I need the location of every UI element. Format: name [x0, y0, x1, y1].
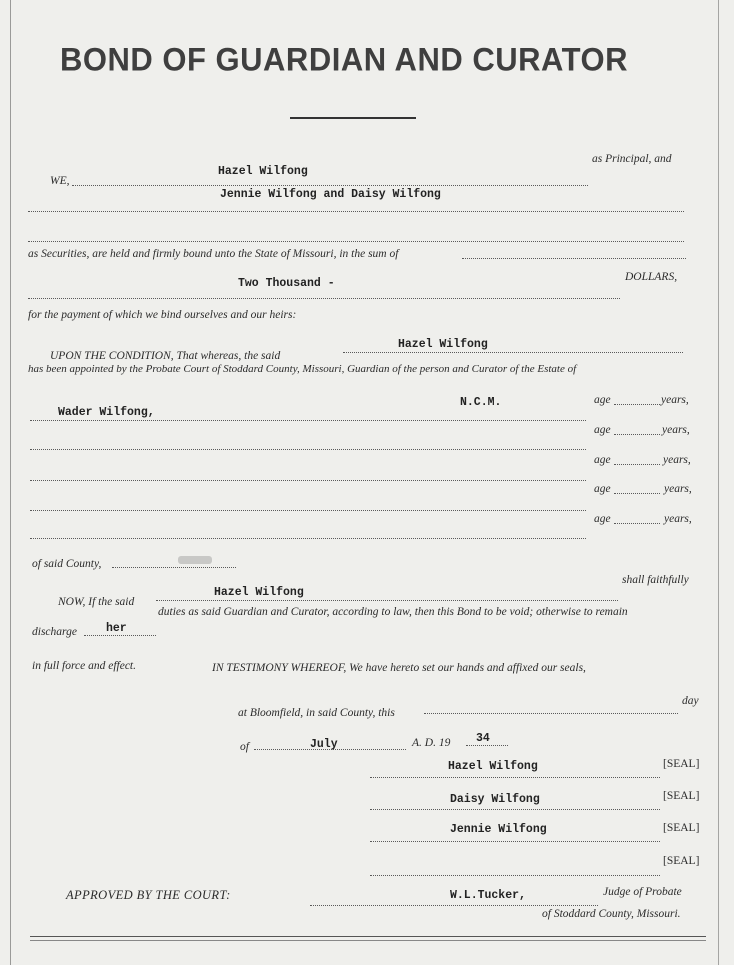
struck-word-smudge: [178, 556, 212, 564]
right-border: [718, 0, 719, 965]
discharge-text: discharge: [32, 626, 77, 638]
years-label-2: years,: [662, 424, 690, 436]
seal-label-2: [SEAL]: [663, 790, 700, 802]
we-label: WE,: [50, 175, 70, 187]
dollars-text: DOLLARS,: [625, 271, 678, 283]
ward-note: N.C.M.: [460, 396, 502, 409]
seal-label-4: [SEAL]: [663, 855, 700, 867]
condition-line: [343, 352, 683, 353]
now-line: [156, 600, 618, 601]
signature-line-2: [370, 809, 660, 810]
approved-text: APPROVED BY THE COURT:: [66, 888, 231, 902]
age-label-1: age: [594, 394, 611, 406]
seal-label-1: [SEAL]: [663, 758, 700, 770]
ward-line-4: [30, 510, 586, 511]
now-name: Hazel Wilfong: [214, 586, 304, 599]
age-line-4: [614, 493, 660, 494]
securities-text: as Securities, are held and firmly bound unto the State of Missouri, in the sum of: [28, 248, 399, 260]
bottom-rule-secondary: [30, 940, 706, 941]
signature-line-3: [370, 841, 660, 842]
ad-text: A. D. 19: [412, 737, 451, 749]
securities-line: [28, 211, 684, 212]
condition-name: Hazel Wilfong: [398, 338, 488, 351]
appointed-text: has been appointed by the Probate Court of Stoddard County, Missouri, Guardian of the person and Curator of the Estate of: [28, 363, 577, 375]
age-line-5: [614, 523, 660, 524]
principal-line: [72, 185, 588, 186]
now-text: NOW, If the said: [58, 596, 135, 608]
ward-line-3: [30, 480, 586, 481]
judge-name: W.L.Tucker,: [450, 889, 526, 902]
document-title: BOND OF GUARDIAN AND CURATOR: [60, 41, 628, 78]
signature-2: Daisy Wilfong: [450, 793, 540, 806]
ward-line-1: [30, 420, 586, 421]
bottom-rule: [30, 936, 706, 937]
full-force-text: in full force and effect.: [32, 660, 137, 672]
sum-amount: Two Thousand -: [238, 277, 335, 290]
signature-3: Jennie Wilfong: [450, 823, 547, 836]
ward-name: Wader Wilfong,: [58, 406, 155, 419]
judge-title: Judge of Probate: [603, 886, 682, 898]
county-line: [112, 567, 236, 568]
age-label-5: age: [594, 513, 611, 525]
age-line-3: [614, 464, 660, 465]
testimony-text: IN TESTIMONY WHEREOF, We have hereto set our hands and affixed our seals,: [212, 662, 586, 674]
duties-text: duties as said Guardian and Curator, according to law, then this Bond to be void; otherwise to remain: [158, 606, 628, 618]
judge-line: [310, 905, 598, 906]
year: 34: [476, 732, 490, 745]
years-label-1: years,: [661, 394, 689, 406]
seal-label-3: [SEAL]: [663, 822, 700, 834]
year-line: [466, 745, 508, 746]
signature-line-4: [370, 875, 660, 876]
years-label-5: years,: [664, 513, 692, 525]
judge-county: of Stoddard County, Missouri.: [542, 908, 681, 920]
ward-line-5: [30, 538, 586, 539]
securities-names: Jennie Wilfong and Daisy Wilfong: [220, 188, 441, 201]
month: July: [310, 738, 338, 751]
left-border: [10, 0, 11, 965]
payment-text: for the payment of which we bind ourselves and our heirs:: [28, 309, 297, 321]
pronoun: her: [106, 622, 127, 635]
title-rule: [290, 117, 416, 119]
age-label-2: age: [594, 424, 611, 436]
years-label-3: years,: [663, 454, 691, 466]
age-line-2: [614, 434, 660, 435]
county-text: of said County,: [32, 558, 102, 570]
age-line-1: [614, 404, 660, 405]
age-label-3: age: [594, 454, 611, 466]
signature-1: Hazel Wilfong: [448, 760, 538, 773]
blank-line: [28, 241, 684, 242]
ward-line-2: [30, 449, 586, 450]
principal-name: Hazel Wilfong: [218, 165, 308, 178]
years-label-4: years,: [664, 483, 692, 495]
as-principal-text: as Principal, and: [592, 153, 672, 165]
securities-fill-line: [462, 258, 686, 259]
sum-line: [28, 298, 620, 299]
shall-text: shall faithfully: [622, 574, 689, 586]
age-label-4: age: [594, 483, 611, 495]
of-text: of: [240, 741, 249, 753]
day-text: day: [682, 695, 699, 707]
signature-line-1: [370, 777, 660, 778]
at-bloomfield-text: at Bloomfield, in said County, this: [238, 707, 395, 719]
condition-text: UPON THE CONDITION, That whereas, the said: [50, 350, 281, 362]
pronoun-line: [84, 635, 156, 636]
day-line: [424, 713, 678, 714]
